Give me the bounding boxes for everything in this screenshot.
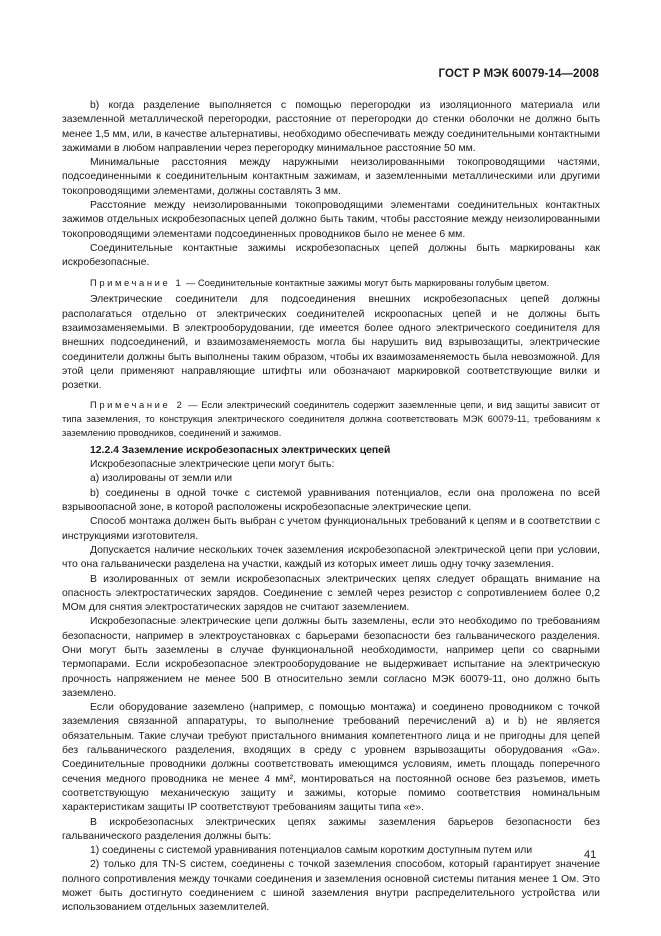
paragraph-separate-circuits: Расстояние между неизолированными токопроводящими элементами соединительных контактных зажимов отдельных искробезопасных цепей должно быть таким, чтобы расстояние между неизолированными токопроводящими элементами подсоединенных проводников было не менее 6 мм. — [62, 200, 600, 240]
list-item-1: 1) соединены с системой уравнивания потенциалов самым коротким доступным путем или — [90, 845, 533, 857]
list-item-2: 2) только для TN-S систем, соединены с точкой заземления способом, который гарантирует значение полного сопротивления между точками соединения и заземления основной системы питания менее 1 Ом. Это может быть достигнуто соединением с шиной заземления внутри распределительного устройства или использованием отдельных заземлителей. — [62, 859, 600, 914]
note-2-label: Примечание 2 — [90, 399, 185, 411]
note-1 — [62, 276, 600, 290]
note-2-text: — Если электрический соединитель содержит заземленные цепи, и вид защиты зависит от типа заземления, то конструкция электрического соединителя должна соответствовать МЭК 60079-11, требованиям к заземлению проводников, соединений и зажимов. — [62, 399, 600, 439]
note-1-text: — Соединительные контактные зажимы могут быть маркированы голубым цветом. — [183, 276, 550, 288]
paragraph-must-be-grounded: Искробезопасные электрические цепи должны быть заземлены, если это необходимо по требованиям безопасности, например в электроустановках с барьерами безопасности без гальванического разделения. Они могут быть заземлены в случае функциональной необходимости, например цепи со сварными термопарами. Если искробезопасное электрооборудование не выдерживает испытание на электрическую прочность напряжением не менее 500 В относительно земли согласно МЭК 60079-11, оно должно быть заземлено. — [62, 616, 600, 699]
paragraph-terminal-marking: Соединительные контактные зажимы искробезопасных цепей должны быть маркированы как искробезопасные. — [62, 242, 600, 269]
document-body — [62, 99, 600, 916]
list-item-b: b) соединены в одной точке с системой уравнивания потенциалов, если она проложена по всей взрывоопасной зоне, в которой расположены искробезопасные электрические цепи. — [62, 487, 600, 514]
paragraph-connectors: Электрические соединители для подсоединения внешних искробезопасных цепей должны располагаться отдельно от электрических соединителей искроопасных цепей и не должны быть взаимозаменяемыми. В электрооборудовании, где имеется более одного электрического соединителя для внешних подсоединений, и взаимозаменяемость могла бы нарушить вид взрывозащиты, электрические соединители должны быть выполнены таким образом, чтобы их взаимозаменяемость была невозможной. Для этой цели применяют направляющие штифты или обозначают маркировкой соответствующие вилки и розетки. — [62, 294, 600, 392]
paragraph-equipment-grounded: Если оборудование заземлено (например, с помощью монтажа) и соединено проводником с точкой заземления связанной аппаратуры, то выполнение требований перечислений а) и b) не является обязательным. Такие случаи требуют пристального внимания компетентного лица и не пригодны для цепей без гальванического разделения, входящих в среду с уровнем взрывозащиты оборудования «Ga». Соединительные проводники должны соответствовать имеющимся условиям, иметь площадь поперечного сечения медного проводника не менее 4 мм², монтироваться на постоянной основе без разъемов, иметь соответствующую механическую защиту и зажимы, которые помимо соответствия номинальным характеристикам защиты IP соответствуют требованиям защиты типа «е». — [62, 702, 600, 814]
paragraph-installation-method: Способ монтажа должен быть выбран с учетом функциональных требований к цепям и в соответствии с инструкциями изготовителя. — [62, 516, 600, 542]
paragraph-multiple-ground-points: Допускается наличие нескольких точек заземления искробезопасной электрической цепи при условии, что она гальванически разделена на участки, каждый из которых имеет лишь одну точку заземления. — [62, 544, 600, 571]
paragraph-clearance-partition: b) когда разделение выполняется с помощью перегородки из изоляционного материала или заземленной металлической перегородки, расстояние от перегородки до стенки оболочки не должно быть менее 1,5 мм, или, в качестве альтернативы, необходимо обеспечивать между соединительными контактными зажимами в любом направлении через перегородку минимальное расстояние 50 мм. — [62, 100, 600, 154]
list-item-a: а) изолированы от земли или — [90, 473, 233, 485]
note-2 — [62, 398, 600, 439]
paragraph-electrostatic: В изолированных от земли искробезопасных электрических цепях следует обращать внимание на опасность электростатических зарядов. Соединение с землей через резистор с сопротивлением более 0,2 МОм для снятия электростатических зарядов не считают заземлением. — [62, 573, 600, 614]
paragraph-barrier-terminals: В искробезопасных электрических цепях зажимы заземления барьеров безопасности без гальванического разделения должны быть: — [62, 816, 600, 842]
paragraph-circuits-may-be: Искробезопасные электрические цепи могут быть: — [90, 459, 335, 471]
document-code: ГОСТ Р МЭК 60079-14—2008 — [438, 68, 599, 80]
section-heading: 12.2.4 Заземление искробезопасных электрических цепей — [90, 444, 391, 456]
note-1-label: Примечание 1 — [90, 276, 184, 288]
page-number: 41 — [584, 849, 597, 861]
paragraph-min-clearance: Минимальные расстояния между наружными неизолированными токопроводящими частями, подсоединенными к соединительным контактным зажимам, и заземленными металлическими или другими токопроводящими элементами, должны составлять 3 мм. — [62, 157, 600, 197]
